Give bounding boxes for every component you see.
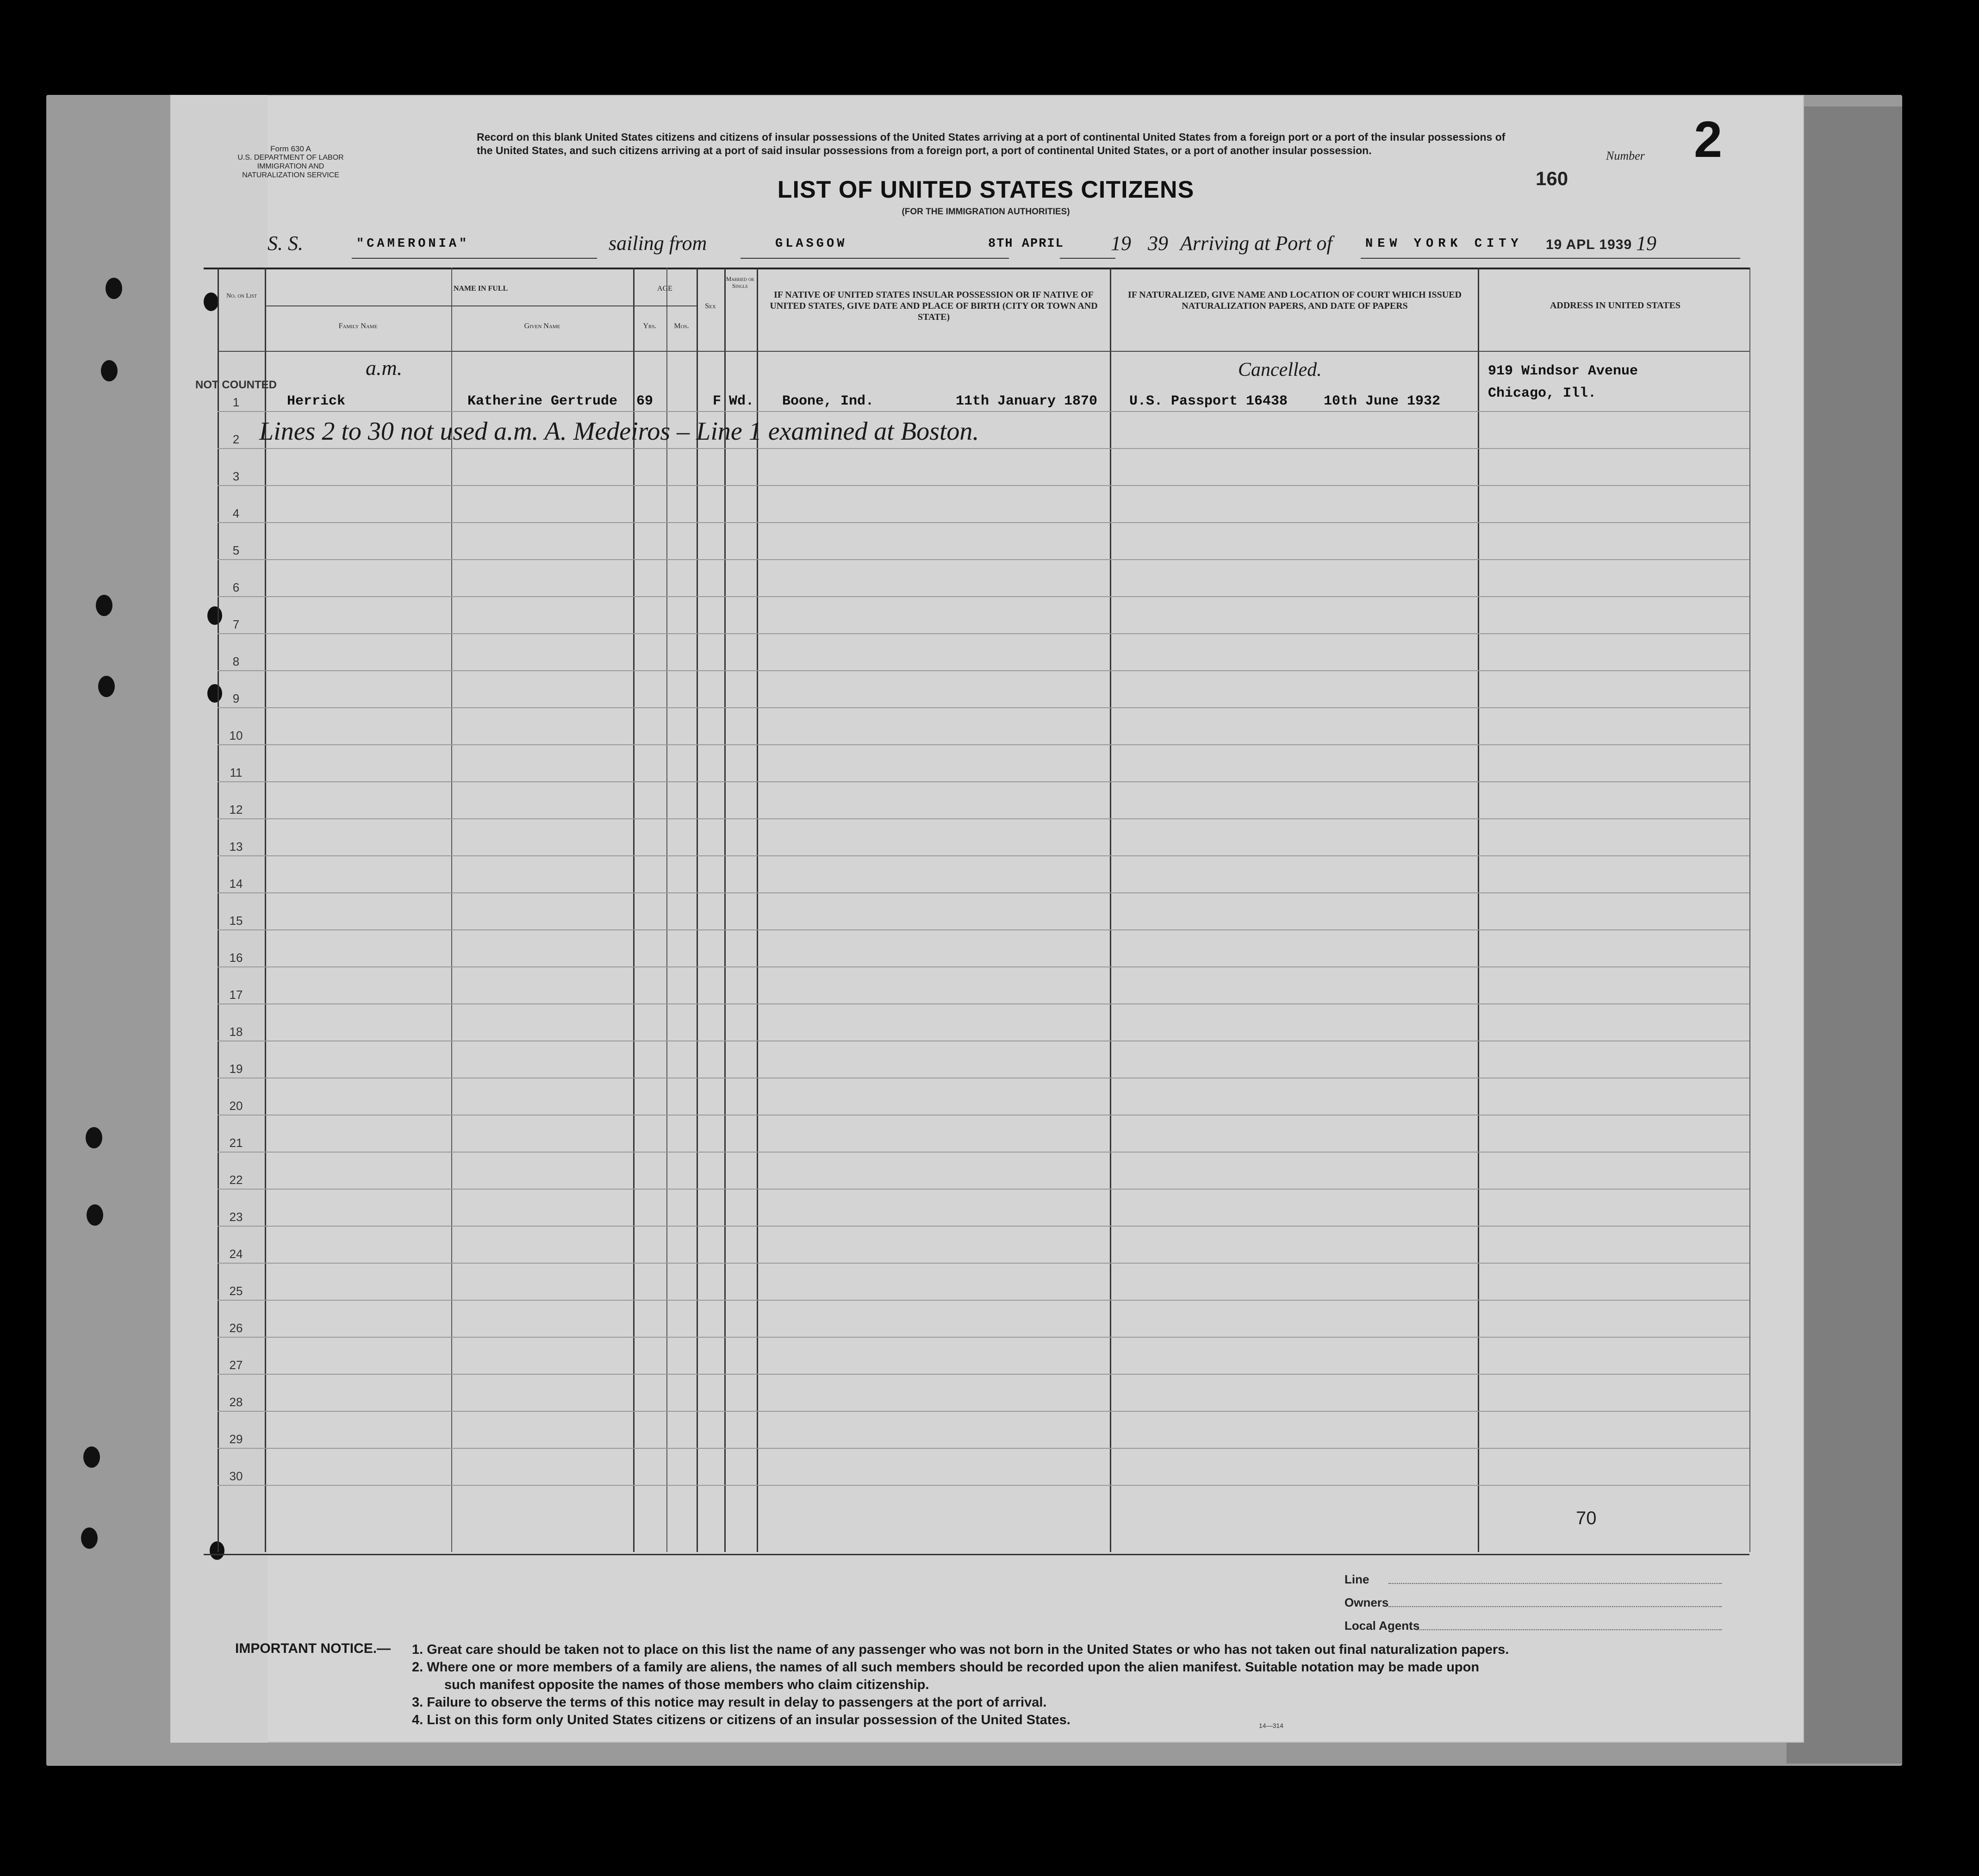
sig-owners-rule	[1388, 1606, 1722, 1607]
year-suffix: 39	[1148, 232, 1168, 255]
row-number: 3	[232, 469, 240, 483]
notice-item-2-cont: such manifest opposite the names of those members who claim citizenship.	[444, 1677, 929, 1692]
initials-mark: a.m.	[366, 356, 403, 380]
row-rule	[218, 1337, 1749, 1338]
notice-item-4: 4. List on this form only United States citizens or citizens of an insular possession of the United States.	[412, 1713, 1070, 1727]
col-yrs: Yrs.	[643, 322, 657, 330]
row-rule	[218, 633, 1749, 634]
column-divider	[724, 268, 726, 1552]
port-underline	[741, 258, 1009, 259]
row-rule	[218, 559, 1749, 560]
voyage-line	[266, 231, 1747, 259]
ship-underline	[352, 258, 597, 259]
row-number: 16	[229, 951, 243, 965]
row-number: 22	[229, 1173, 243, 1187]
form-id-line: U.S. DEPARTMENT OF LABOR	[237, 154, 344, 162]
row-number: 21	[229, 1136, 243, 1150]
row-rule	[218, 1485, 1749, 1486]
row-number: 26	[229, 1321, 243, 1335]
punch-hole	[81, 1527, 98, 1549]
sailing-label: sailing from	[609, 232, 707, 255]
row-rule	[218, 1263, 1749, 1264]
sig-agents-rule	[1416, 1629, 1722, 1630]
entry-papers: U.S. Passport 16438	[1129, 393, 1288, 409]
entry-birth-place: Boone, Ind.	[782, 393, 874, 409]
port-from: GLASGOW	[775, 237, 847, 251]
row-number: 2	[232, 432, 240, 446]
col-given-name: Given Name	[524, 322, 560, 330]
sheet-number: 160	[1536, 168, 1568, 189]
year-prefix: 19	[1111, 232, 1131, 255]
entry-family-name: Herrick	[287, 393, 346, 409]
notice-text	[412, 1641, 1731, 1729]
row-number: 5	[232, 543, 240, 557]
row-rule	[218, 1152, 1749, 1153]
col-married: Married or Single	[726, 275, 754, 289]
row-rule	[218, 596, 1749, 597]
row-number: 6	[232, 580, 240, 594]
col-address: ADDRESS IN UNITED STATES	[1550, 300, 1681, 311]
row-number: 4	[232, 506, 240, 520]
sig-owners-label: Owners	[1344, 1596, 1389, 1609]
row-number: 25	[229, 1284, 243, 1298]
row-number: 29	[229, 1432, 243, 1446]
punch-hole	[86, 1127, 102, 1148]
column-divider	[1110, 268, 1111, 1552]
form-id-line: IMMIGRATION AND	[257, 162, 324, 170]
column-divider	[666, 268, 667, 1552]
header-divider	[265, 305, 697, 306]
cancelled-note: Cancelled.	[1238, 359, 1322, 380]
column-divider	[757, 268, 758, 1552]
row-rule	[218, 1448, 1749, 1449]
date-underline	[1060, 258, 1115, 259]
row-rule	[218, 411, 1749, 412]
row-rule	[218, 1300, 1749, 1301]
row-rule	[218, 1189, 1749, 1190]
sailing-date: 8TH APRIL	[988, 237, 1064, 251]
row-rule	[218, 892, 1749, 893]
row-rule	[218, 855, 1749, 856]
col-age: AGE	[657, 285, 672, 293]
col-name-in-full: NAME IN FULL	[453, 285, 508, 293]
port-to: NEW YORK CITY	[1365, 237, 1523, 251]
entry-papers-date: 10th June 1932	[1324, 393, 1441, 409]
notice-item-2: 2. Where one or more members of a family are aliens, the names of all such members should be recorded upon the alien manifest. Suitable notation may be made upon	[412, 1660, 1480, 1675]
notice-item-3: 3. Failure to observe the terms of this notice may result in delay to passengers at the port of arrival.	[412, 1695, 1047, 1710]
arrival-stamp: 19 APL 1939	[1546, 237, 1632, 252]
row-number: 1	[232, 395, 240, 409]
col-no-on-list: No. on List	[226, 293, 257, 299]
column-divider	[633, 268, 635, 1552]
sig-line-rule	[1388, 1583, 1722, 1584]
header-bottom-rule	[218, 351, 1749, 352]
row-rule	[218, 1115, 1749, 1116]
row-number: 11	[230, 766, 243, 779]
not-counted-stamp: NOT COUNTED	[195, 379, 277, 391]
row-number: 18	[229, 1025, 243, 1039]
row-number: 28	[229, 1395, 243, 1409]
number-label: Number	[1606, 149, 1645, 162]
row-number: 10	[229, 729, 243, 742]
form-number: 14—314	[1259, 1722, 1283, 1729]
punch-hole	[98, 676, 115, 697]
punch-hole	[87, 1204, 103, 1226]
handwritten-line-note: Lines 2 to 30 not used a.m. A. Medeiros – Line 1 examined at Boston.	[259, 417, 979, 446]
column-divider	[1749, 268, 1750, 1552]
row-rule	[218, 1374, 1749, 1375]
entry-address-2: Chicago, Ill.	[1488, 386, 1597, 401]
row-number: 19	[229, 1062, 243, 1076]
row-number: 8	[232, 654, 240, 668]
col-mos: Mos.	[674, 322, 689, 330]
entry-age: 69	[636, 393, 653, 409]
row-rule	[218, 485, 1749, 486]
sig-line-label: Line	[1344, 1572, 1369, 1586]
punch-hole	[101, 360, 118, 381]
notice-item-1: 1. Great care should be taken not to place on this list the name of any passenger who was not born in the United States or who has not taken out final naturalization papers.	[412, 1642, 1509, 1657]
row-rule	[218, 1003, 1749, 1004]
row-number: 9	[232, 692, 240, 705]
page-subtitle: (FOR THE IMMIGRATION AUTHORITIES)	[902, 207, 1070, 217]
row-rule	[218, 448, 1749, 449]
entry-address-1: 919 Windsor Avenue	[1488, 363, 1638, 379]
form-id-line: Form 630 A	[270, 144, 311, 153]
row-number: 13	[229, 840, 243, 854]
row-rule	[218, 1411, 1749, 1412]
column-divider	[451, 268, 452, 1552]
row-number: 20	[229, 1099, 243, 1113]
ship-name: "CAMERONIA"	[356, 237, 470, 251]
row-rule	[218, 818, 1749, 819]
entry-married: Wd.	[729, 393, 754, 409]
entry-sex: F	[713, 393, 722, 409]
row-rule	[218, 929, 1749, 930]
col-birth: IF NATIVE OF UNITED STATES INSULAR POSSESSION OR IF NATIVE OF UNITED STATES, GIVE DATE AND PLACE OF BIRTH (CITY OR TOWN AND STATE)	[770, 290, 1098, 322]
row-rule	[218, 744, 1749, 745]
arrival-underline	[1361, 258, 1740, 259]
col-sex: Sex	[705, 302, 716, 310]
notice-heading: IMPORTANT NOTICE.—	[235, 1641, 391, 1656]
column-divider	[265, 268, 266, 1552]
entry-birth-date: 11th January 1870	[956, 393, 1098, 409]
punch-hole	[106, 278, 122, 299]
row-number: 14	[229, 877, 243, 891]
passenger-table	[204, 268, 1749, 1555]
row-rule	[218, 966, 1749, 967]
intro-text: Record on this blank United States citizens and citizens of insular possessions of the United States arriving at a port of continental United States from a foreign port or a port of the insular possessions of the United States, and such citizens arriving at a port of said insular possessions from a foreign port, a port of continental United States, or a port of another insular possession.	[477, 131, 1506, 156]
row-number: 17	[229, 988, 243, 1002]
margin-number: 70	[1576, 1508, 1597, 1528]
punch-hole	[83, 1446, 100, 1468]
row-number: 12	[229, 803, 243, 816]
column-divider	[697, 268, 698, 1552]
col-naturalized: IF NATURALIZED, GIVE NAME AND LOCATION OF COURT WHICH ISSUED NATURALIZATION PAPERS, AND DATE OF PAPERS	[1128, 290, 1462, 311]
year-suffix-2: 19	[1636, 232, 1656, 255]
entry-given-name: Katherine Gertrude	[467, 393, 618, 409]
column-divider	[1478, 268, 1479, 1552]
row-number: 24	[229, 1247, 243, 1261]
col-family-name: Family Name	[338, 322, 378, 330]
row-number: 30	[229, 1469, 243, 1483]
punch-hole	[96, 595, 112, 616]
list-number: 2	[1694, 111, 1723, 168]
row-rule	[218, 522, 1749, 523]
row-rule	[218, 707, 1749, 708]
arriving-label: Arriving at Port of	[1180, 232, 1332, 255]
row-number: 15	[229, 914, 243, 928]
row-rule	[218, 1226, 1749, 1227]
form-identifier	[221, 144, 360, 180]
row-rule	[218, 670, 1749, 671]
row-rule	[218, 781, 1749, 782]
row-number: 27	[229, 1358, 243, 1372]
ss-label: S. S.	[268, 232, 303, 255]
row-number: 23	[229, 1210, 243, 1224]
row-number: 7	[232, 617, 240, 631]
form-id-line: NATURALIZATION SERVICE	[242, 171, 339, 179]
page-title: LIST OF UNITED STATES CITIZENS	[777, 176, 1195, 203]
sig-agents-label: Local Agents	[1344, 1619, 1420, 1633]
